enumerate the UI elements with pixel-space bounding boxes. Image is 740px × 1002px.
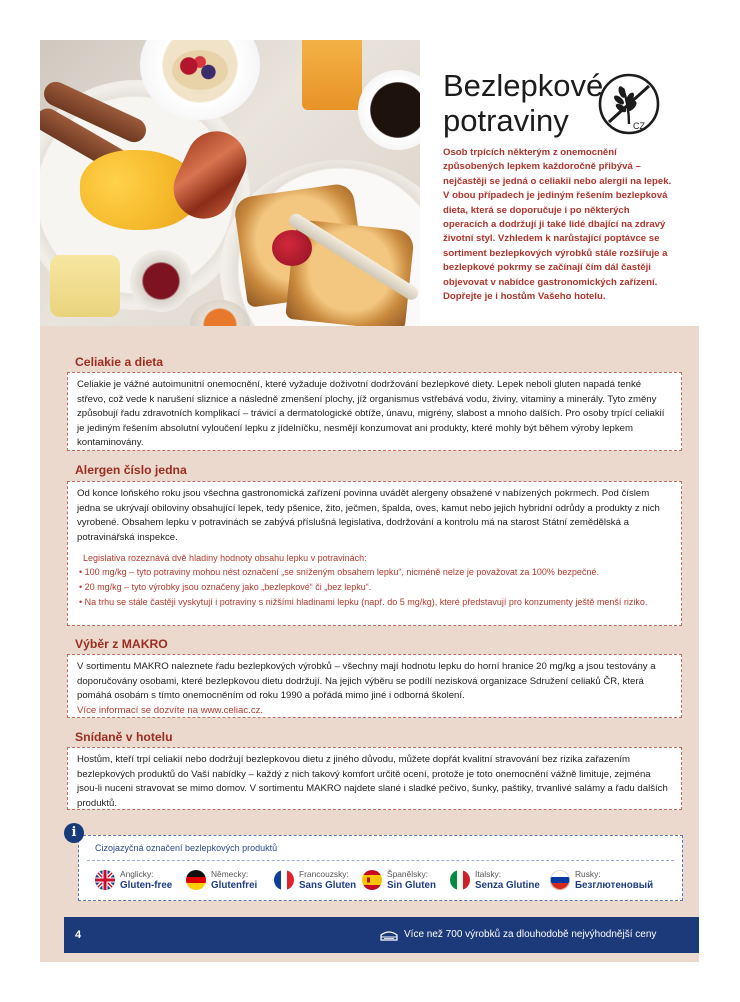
language-term: Sans Gluten — [299, 880, 357, 891]
berries — [172, 50, 228, 90]
language-name: Španělsky: — [387, 869, 428, 879]
divider — [87, 860, 674, 861]
language-name: Anglicky: — [120, 869, 154, 879]
section-box-snidane — [67, 747, 682, 810]
uk-flag-icon — [95, 870, 115, 890]
section-heading-alergen: Alergen číslo jedna — [75, 463, 187, 477]
section-heading-celiakie: Celiakie a dieta — [75, 355, 164, 369]
page-number: 4 — [75, 929, 82, 941]
language-term: Gluten-free — [120, 880, 173, 891]
foreign-names-title: Cizojazyčná označení bezlepkových produktů — [95, 843, 278, 853]
section-text-celiakie: Celiakie je vážné autoimunitní onemocnění, které vyžaduje doživotní dodržování bezlepkové diety. Lepek neboli gluten napadá tenké střevo, což vede k narušení sliznice a následně zmenšení plochy, jíž organismus vstřebává vodu, živiny, vitaminy a minerály. Tyto změny způsobují řadu zdravotních komplikací – trávicí a dermatologické obtíže, únavu, migrény, slabost a mnoho dalších. Pro osoby trpící celiakií je jediným řešením absolutní vyloučení lepku z jídelníčku, nesmějí konzumovat ani produkty, které mohly být během výroby lepkem kontaminovány. — [77, 379, 665, 449]
section-box-makro — [67, 654, 682, 718]
language-term: Senza Glutine — [475, 880, 540, 891]
juice-glass — [302, 40, 362, 110]
language-name: Rusky: — [575, 869, 601, 879]
section-heading-makro: Výběr z MAKRO — [75, 637, 168, 651]
section-box-alergen — [67, 481, 682, 626]
language-name: Francouzsky: — [299, 869, 349, 879]
germany-flag-icon — [186, 870, 206, 890]
section-text-alergen: Od konce loňského roku jsou všechna gastronomická zařízení povinna uvádět alergeny obsažené v nabízených pokrmech. Pod číslem jedna se ukrývají obiloviny obsahující lepek, tedy pšenice, žito, ječmen, špalda, oves, kamut nebo jejich hybridní odrůdy a produkty z nich vyrobené. Obsahem lepku v potravinách se zabývá příslušná legislativa, dodržování a kontrolu má na starost Státní zemědělská a potravinářská inspekce. — [77, 488, 660, 543]
coffee-cup — [358, 70, 420, 150]
section-text-makro: V sortimentu MAKRO naleznete řadu bezlepkových výrobků – všechny mají hodnotu lepku do horní hranice 20 mg/kg a jsou testovány a doporučovány osobami, které bezlepkovou dietu dodržují. Na jejich výběru se podílí nezisková organizace Sdružení celiaků ČR, která pomáhá osobám s tímto onemocněním od roku 1990 a pořádá mimo jiné i odborná školení. — [77, 661, 656, 702]
footer-tagline: Více než 700 výrobků za dlouhodobě nejvýhodnější ceny — [404, 929, 657, 940]
france-flag-icon — [274, 870, 294, 890]
title-line-2: potraviny — [443, 103, 569, 138]
list-item: • 100 mg/kg – tyto potraviny mohou nést označení „se sníženým obsahem lepku“, nicméně nelze je považovat za 100% bezpečné. — [79, 567, 599, 578]
title-line-1: Bezlepkové — [443, 68, 604, 103]
section-heading-snidane: Snídaně v hotelu — [75, 730, 173, 744]
intro-text: Osob trpících některým z onemocnění způsobených lepkem každoročně přibývá – nejčastěji se jedná o celiakii nebo alergii na lepek. V obou případech je jediným řešením bezlepková dieta, která se doporučuje i po některých operacích a dodržují ji také lidé dbající na zdravý životní styl. Vzhledem k narůstající poptávce se sortiment bezlepkových výrobků stále rozšiřuje a bezlepkové pokrmy se začínají čím dál častěji objevovat v nabídce gastronomických zařízení. Dopřejte je i hostům Vašeho hotelu. — [443, 147, 672, 303]
legislation-title: Legislativa rozeznává dvě hladiny hodnoty obsahu lepku v potravinách: — [83, 553, 367, 564]
language-name: Italsky: — [475, 869, 502, 879]
russia-flag-icon — [550, 870, 570, 890]
hotel-icon — [380, 929, 398, 941]
list-item: • Na trhu se stále častěji vyskytují i potraviny s nižšími hladinami lepku (např. do 5 mg/kg), které představují pro konzumenty ještě menší riziko. — [79, 596, 648, 607]
footer-bar — [64, 917, 699, 953]
info-icon: i — [64, 823, 84, 843]
celiac-link[interactable]: Více informací se dozvíte na www.celiac.cz. — [77, 704, 264, 716]
language-term: Безглютеновый — [575, 880, 654, 891]
spain-flag-icon — [362, 870, 382, 890]
language-term: Glutenfrei — [211, 880, 258, 891]
page-title — [443, 68, 603, 138]
foreign-names-box — [78, 835, 683, 901]
butter-dish — [50, 255, 120, 317]
jam-jar — [130, 250, 192, 312]
language-name: Německy: — [211, 869, 249, 879]
section-text-snidane: Hostům, kteří trpí celiakií nebo dodržují bezlepkovou dietu z jiného důvodu, můžete dopřát kvalitní stravování bez rizika zařazením bezlepkových produktů do Vaší nabídky – každý z nich takový komfort určitě ocení, protože je toto onemocnění vážně limituje, zejména jsou-li nuceni stravovat se mimo domov. V sortimentu MAKRO najdete slané i sladké pečivo, šunky, paštiky, trvanlivé salámy a řadu dalších produktů. — [77, 754, 668, 809]
language-term: Sin Gluten — [387, 880, 436, 891]
list-item: • 20 mg/kg – tyto výrobky jsou označeny jako „bezlepkové“ či „bez lepku“. — [79, 582, 372, 593]
italy-flag-icon — [450, 870, 470, 890]
breakfast-photo — [40, 40, 420, 326]
crossed-grain-icon — [597, 72, 661, 136]
logo-label: CZ — [633, 121, 645, 131]
section-box-celiakie — [67, 372, 682, 451]
